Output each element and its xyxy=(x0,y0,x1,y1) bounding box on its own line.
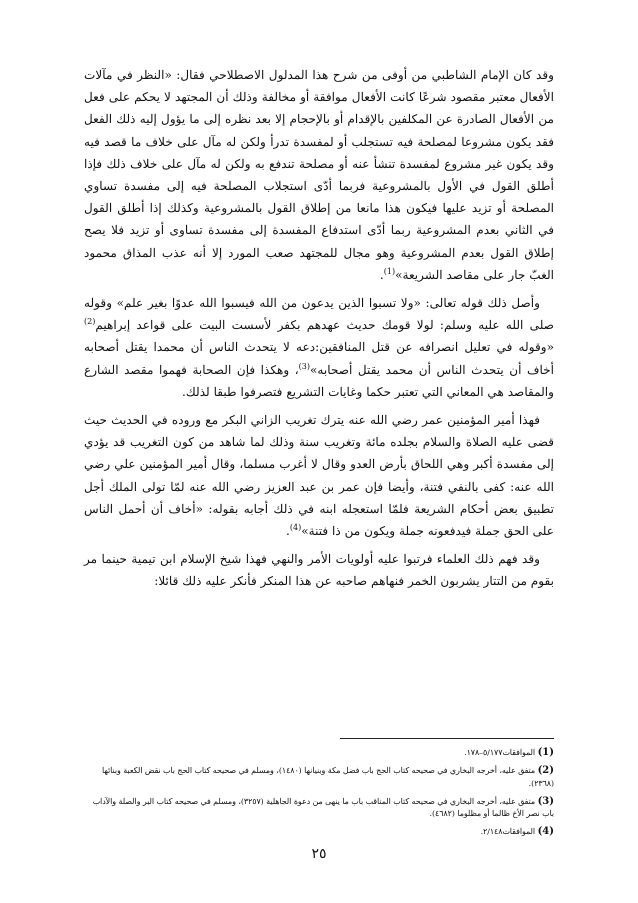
footnote-number: (3) xyxy=(537,795,554,807)
footnote-ref-2[interactable]: (2) xyxy=(84,317,96,327)
footnote-item xyxy=(84,826,554,838)
footnotes xyxy=(84,747,554,845)
paragraph-tail: . xyxy=(379,267,384,282)
footnote-ref-1[interactable]: (1) xyxy=(383,266,396,276)
footnote-text: متفق عليه، أخرجه البخاري في صحيحه كتاب الحج باب فضل مكة وبنيانها (١٤٨٠)، ومسلم في صحيحه كتاب الحج باب نقض الكعبة وبنائها (٢٣٦٨). xyxy=(102,766,554,788)
paragraph-tail-2: ، وهكذا فإن الصحابة فهموا مقصد الشارع والمقاصد هي المعاني التي تعتبر حكما وغايات التشريع فتصرفوا طبقا لذلك. xyxy=(84,362,554,399)
footnote-number: (2) xyxy=(537,765,554,777)
paragraph-text: فهذا أمير المؤمنين عمر رضي الله عنه يترك تغريب الزاني البكر مع وروده في الحديث حيث قضى عليه الصلاة والسلام بجلده مائة وتغريب سنة وذلك لما شاهد من كون التغريب قد يؤدي إلى مفسدة أكبر وهي اللحاق بأرض العدو وقال لا أغرب مسلما، وقال أمير المؤمنين علي رضي الله عنه: كفى بالنفي فتنة، وأيضا فإن عمر بن عبد العزيز رضي الله عنه لمّا تولى الملك أجل تطبيق بعض أحكام الشريعة فلمّا استعجله ابنه في ذلك أجابه بقوله: «أخاف أن أحمل الناس على الحق جملة فيدفعونه جملة ويكون من ذا فتنة» xyxy=(84,413,554,539)
footnote-text: متفق عليه، أخرجه البخاري في صحيحه كتاب المناقب باب ما ينهى من دعوة الجاهلية (٣٢٥٧)، ومسلم في صحيحه كتاب البر والصلة والآداب باب نصر الأخ ظالما أو مظلوما (٤٦٨٢). xyxy=(92,796,554,819)
paragraph-tail: . xyxy=(285,524,290,539)
paragraph-text: وأصل ذلك قوله تعالى: «ولا تسبوا الذين يدعون من الله فيسبوا الله عدوًا بغير علم» وقوله صلى الله عليه وسلم: لولا قومك حديث عهدهم بكفر لأسست البيت على قواعد إبراهيم xyxy=(84,296,554,333)
paragraph-shatibi-quote xyxy=(84,64,554,286)
footnote-ref-3[interactable]: (3) xyxy=(298,361,311,371)
paragraph-scholars xyxy=(84,548,554,592)
footnote-ref-4[interactable]: (4) xyxy=(289,523,302,533)
footnote-separator xyxy=(340,738,554,739)
paragraph-companions xyxy=(84,409,554,542)
page-number: ٢٥ xyxy=(311,846,327,862)
paragraph-tail: «وقوله في تعليل انصرافه عن قتل المنافقين:دعه لا يتحدث الناس أن محمدا يقتل أصحابه أخاف أن يتحدث الناس أن محمد يقتل أصحابه» xyxy=(84,340,554,377)
footnote-number: (1) xyxy=(537,747,554,758)
footnote-text: الموافقات٢/١٤٨. xyxy=(480,827,536,837)
footnote-item xyxy=(84,747,554,759)
footnote-number: (4) xyxy=(537,826,554,838)
paragraph-text: وقد كان الإمام الشاطبي من أوفى من شرح هذا المدلول الاصطلاحي فقال: «النظر في مآلات الأفعال معتبر مقصود شرعًا كانت الأفعال موافقة أو مخالفة وذلك أن المجتهد لا يحكم على فعل من الأفعال الصادرة عن المكلفين بالإقدام أو بالإحجام إلا بعد نظره إلى ما يؤول إليه ذلك الفعل فقد يكون مشروعا لمصلحة فيه تستجلب أو لمفسدة تدرأ ولكن له مآل على خلاف ما قصد فيه وقد يكون غير مشروع لمفسدة تنشأ عنه أو مصلحة تندفع به ولكن له مآل على خلاف ذلك فإذا أطلق القول في الأول بالمشروعية فربما أدّى استجلاب المصلحة فيه إلى مفسدة تساوي المصلحة أو تزيد عليها فيكون هذا مانعا من إطلاق القول بالمشروعية وكذلك إذا أطلق القول في الثاني بعدم المشروعية ربما أدّى استدفاع المفسدة إلى مفسدة تساوى أو تزيد فلا يصح إطلاق القول بعدم المشروعية وهو مجال للمجتهد صعب المورد إلا أنه عذب المذاق محمود الغبّ جار على مقاصد الشريعة» xyxy=(84,68,554,282)
footnote-item xyxy=(84,796,554,821)
body-text xyxy=(84,64,554,593)
paragraph-text: وقد فهم ذلك العلماء فرتبوا عليه أولويات الأمر والنهي فهذا شيخ الإسلام ابن تيمية حينما مر بقوم من التتار يشربون الخمر فنهاهم صاحبه عن هذا المنكر فأنكر عليه ذلك قائلا: xyxy=(84,552,554,589)
footnote-text: الموافقات٥/١٧٧–١٧٨. xyxy=(464,748,536,757)
footnote-item xyxy=(84,765,554,790)
paragraph-evidence xyxy=(84,292,554,403)
